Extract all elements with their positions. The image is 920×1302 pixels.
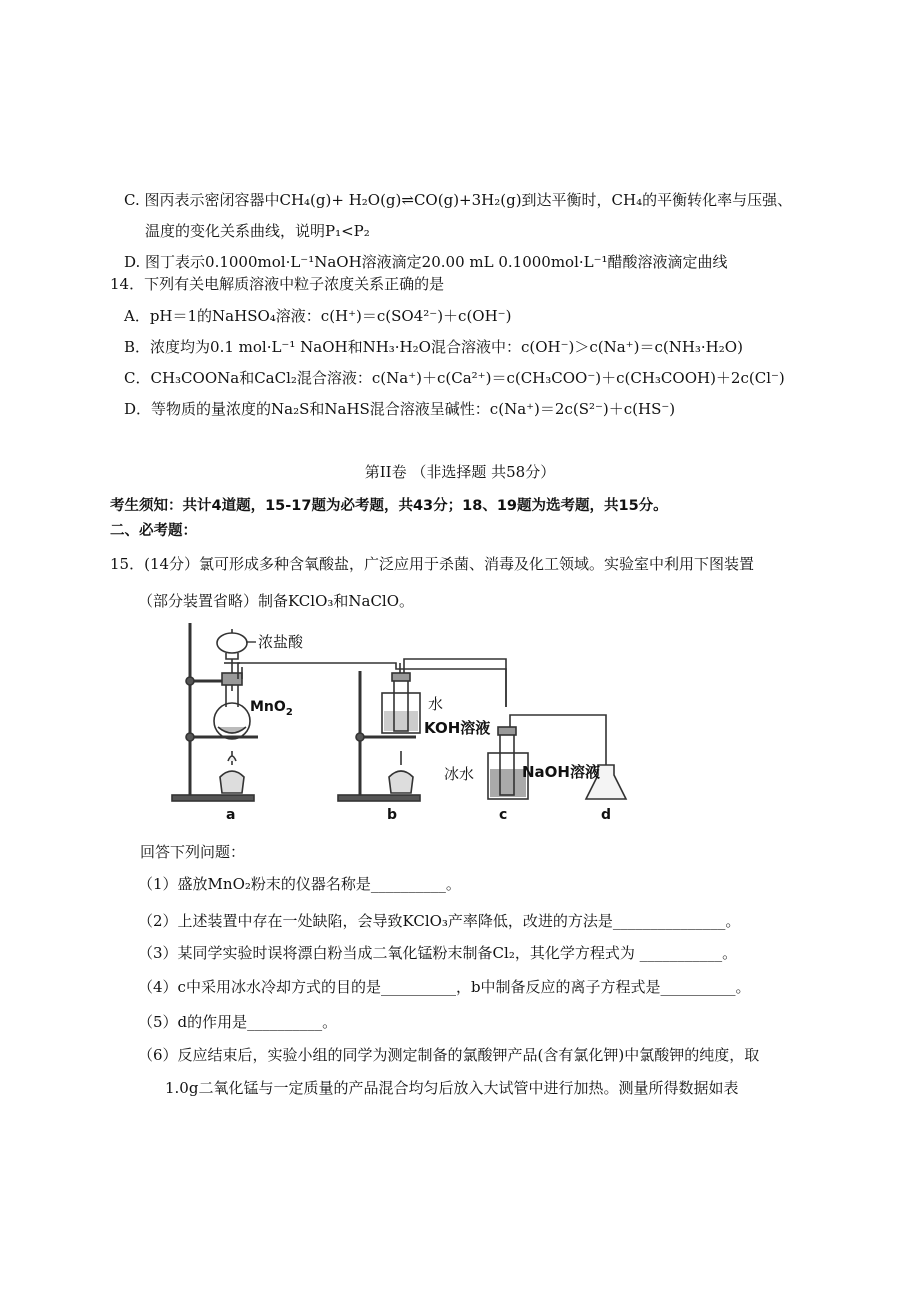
q14-option-d: D．等物质的量浓度的Na₂S和NaHS混合溶液呈碱性：c(Na⁺)＝2c(S²⁻)＋c(HS⁻): [124, 400, 676, 418]
stand-a-clamp-knob-mid: [186, 733, 194, 741]
separatory-funnel-icon: [217, 633, 247, 653]
caption-c: c: [499, 807, 508, 823]
q15-answer-intro: 回答下列问题：: [140, 843, 246, 861]
label-naoh: NaOH溶液: [522, 763, 600, 781]
q14-stem: 14．下列有关电解质溶液中粒子浓度关系正确的是: [110, 275, 445, 293]
q15-part-5: （5）d的作用是__________。: [138, 1013, 338, 1031]
section-title: 第II卷 （非选择题 共58分）: [364, 463, 556, 481]
label-water: 水: [428, 695, 444, 713]
label-mno2: MnO$_2$: [250, 699, 293, 718]
q15-part-4: （4）c中采用冰水冷却方式的目的是__________，b中制备反应的离子方程式是__________。: [138, 978, 751, 996]
caption-d: d: [601, 807, 612, 823]
q15-part-2: （2）上述装置中存在一处缺陷，会导致KClO₃产率降低，改进的方法是_______________。: [138, 912, 741, 930]
q15-part-6-line1: （6）反应结束后，实验小组的同学为测定制备的氯酸钾产品(含有氯化钾)中氯酸钾的纯度，取: [138, 1046, 760, 1064]
q15-part-1: （1）盛放MnO₂粉末的仪器名称是__________。: [138, 875, 461, 893]
q15-part-3: （3）某同学实验时误将漂白粉当成二氧化锰粉末制备Cl₂，其化学方程式为 ___________。: [138, 944, 738, 962]
burner-a-icon: [220, 771, 244, 793]
q15-part-6-line2: 1.0g二氧化锰与一定质量的产品混合均匀后放入大试管中进行加热。测量所得数据如表: [165, 1079, 739, 1097]
stand-a-clamp-knob-top: [186, 677, 194, 685]
q14-option-c: C．CH₃COONa和CaCl₂混合溶液：c(Na⁺)＋c(Ca²⁺)＝c(CH₃COO⁻)＋c(CH₃COOH)＋2c(Cl⁻): [124, 369, 785, 387]
caption-b: b: [387, 807, 398, 823]
q13-option-c-line1: C. 图丙表示密闭容器中CH₄(g)+ H₂O(g)⇌CO(g)+3H₂(g)到达平衡时，CH₄的平衡转化率与压强、: [124, 191, 793, 209]
q13-option-c-line2: 温度的变化关系曲线，说明P₁<P₂: [145, 222, 370, 240]
stand-a-base: [172, 795, 254, 801]
apparatus-figure: [160, 615, 640, 825]
label-hcl: 浓盐酸: [258, 633, 304, 651]
label-koh: KOH溶液: [424, 719, 491, 737]
q14-option-a: A．pH＝1的NaHSO₄溶液：c(H⁺)＝c(SO4²⁻)＋c(OH⁻): [124, 307, 512, 325]
required-heading: 二、必考题：: [110, 523, 197, 539]
caption-a: a: [226, 807, 236, 823]
stand-b-base: [338, 795, 420, 801]
burner-b-icon: [389, 771, 413, 793]
q15-stem-line2: （部分装置省略）制备KClO₃和NaClO。: [138, 592, 415, 610]
q15-stem-line1: 15．(14分）氯可形成多种含氧酸盐，广泛应用于杀菌、消毒及化工领域。实验室中利用下图装置: [110, 555, 755, 573]
exam-notice: 考生须知：共计4道题，15-17题为必考题，共43分；18、19题为选考题，共15分。: [110, 498, 668, 514]
label-ice-water: 冰水: [444, 765, 475, 783]
q14-option-b: B．浓度均为0.1 mol·L⁻¹ NaOH和NH₃·H₂O混合溶液中：c(OH⁻)＞c(Na⁺)＝c(NH₃·H₂O): [124, 338, 743, 356]
q13-option-d: D. 图丁表示0.1000mol·L⁻¹NaOH溶液滴定20.00 mL 0.1000mol·L⁻¹醋酸溶液滴定曲线: [124, 253, 728, 271]
